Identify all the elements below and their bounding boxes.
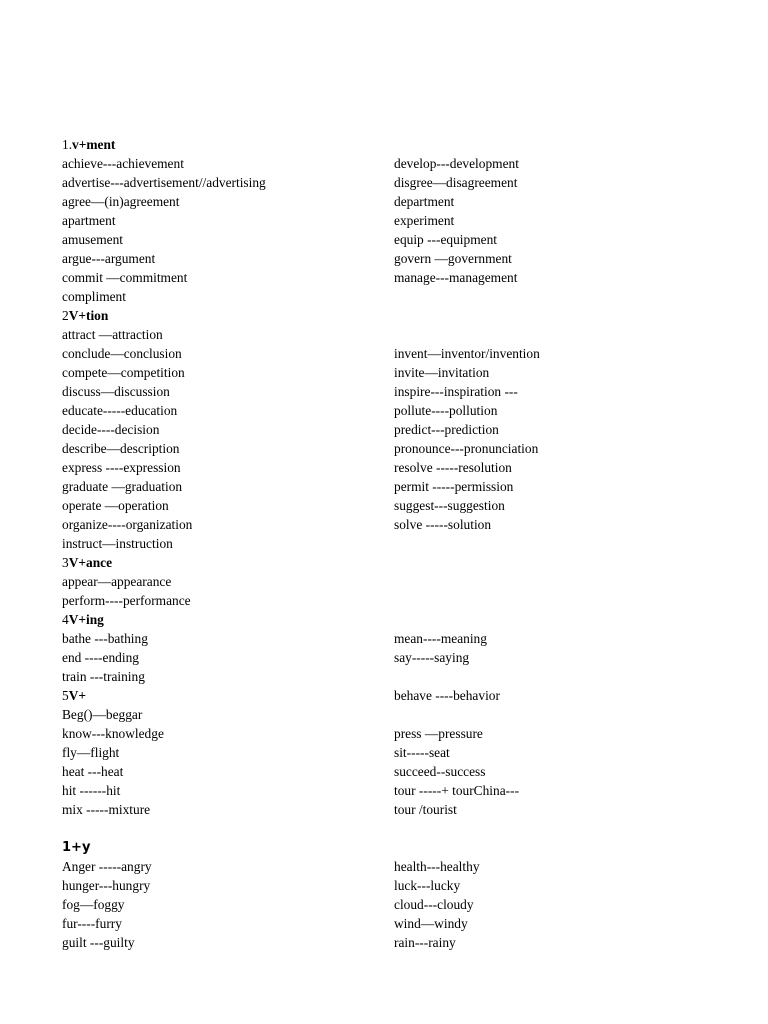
- blank-line: [394, 591, 714, 610]
- heading-pattern: v+ment: [72, 137, 116, 152]
- word-entry: cloud---cloudy: [394, 897, 474, 912]
- heading-pattern: V+: [68, 688, 87, 703]
- word-entry: fog—foggy: [62, 897, 125, 912]
- word-entry: know---knowledge: [62, 726, 164, 741]
- section-heading: [62, 819, 392, 838]
- word-entry: mix -----mixture: [62, 802, 151, 817]
- word-entry: say-----saying: [394, 650, 470, 665]
- word-entry: sit-----seat: [394, 745, 450, 760]
- word-entry: educate-----education: [62, 403, 178, 418]
- word-entry: compete—competition: [62, 365, 185, 380]
- word-entry: perform----performance: [62, 593, 191, 608]
- blank-line: [394, 135, 714, 154]
- right-column: [394, 135, 714, 952]
- heading-number: 5: [62, 688, 69, 703]
- document-title: [63, 80, 383, 102]
- word-entry: apartment: [62, 213, 116, 228]
- blank-line: [394, 705, 714, 724]
- word-entry: commit —commitment: [62, 270, 188, 285]
- blank-line: [394, 553, 714, 572]
- word-entry: equip ---equipment: [394, 232, 497, 247]
- word-entry: end ----ending: [62, 650, 139, 665]
- section-heading: [62, 553, 392, 572]
- left-column: [62, 135, 392, 952]
- word-entry: fur----furry: [62, 916, 122, 931]
- word-entry: hit ------hit: [62, 783, 121, 798]
- word-entry: organize----organization: [62, 517, 193, 532]
- word-entry: manage---management: [394, 270, 518, 285]
- word-entry: tour /tourist: [394, 802, 457, 817]
- word-entry: experiment: [394, 213, 455, 228]
- word-entry: rain---rainy: [394, 935, 456, 950]
- heading-number: 2: [62, 308, 69, 323]
- blank-line: [394, 306, 714, 325]
- blank-line: [394, 325, 714, 344]
- word-entry: Anger -----angry: [62, 859, 152, 874]
- word-entry: health---healthy: [394, 859, 480, 874]
- word-entry: predict---prediction: [394, 422, 499, 437]
- word-entry: luck---lucky: [394, 878, 461, 893]
- word-entry: develop---development: [394, 156, 519, 171]
- blank-line: [394, 287, 714, 306]
- word-entry: tour -----+ tourChina---: [394, 783, 520, 798]
- word-entry: advertise---advertisement//advertising: [62, 175, 266, 190]
- word-entry: discuss—discussion: [62, 384, 170, 399]
- word-entry: express ----expression: [62, 460, 181, 475]
- heading-number: 4: [62, 612, 69, 627]
- word-entry: hunger---hungry: [62, 878, 151, 893]
- word-entry: agree—(in)agreement: [62, 194, 180, 209]
- word-entry: permit -----permission: [394, 479, 514, 494]
- section-heading: [62, 135, 392, 154]
- word-entry: graduate —graduation: [62, 479, 183, 494]
- word-entry: invite—invitation: [394, 365, 490, 380]
- word-entry: press —pressure: [394, 726, 483, 741]
- word-entry: heat ---heat: [62, 764, 124, 779]
- word-entry: pronounce---pronunciation: [394, 441, 539, 456]
- blank-line: [394, 819, 714, 838]
- heading-pattern: V+ing: [68, 612, 104, 627]
- heading-number: 3: [62, 555, 69, 570]
- word-entry: solve -----solution: [394, 517, 492, 532]
- word-entry: operate —operation: [62, 498, 169, 513]
- word-entry: mean----meaning: [394, 631, 487, 646]
- word-entry: bathe ---bathing: [62, 631, 148, 646]
- word-entry: invent—inventor/invention: [394, 346, 540, 361]
- word-entry: resolve -----resolution: [394, 460, 512, 475]
- blank-line: [394, 838, 714, 857]
- heading-pattern: V+tion: [68, 308, 109, 323]
- blank-line: [394, 534, 714, 553]
- blank-line: [394, 572, 714, 591]
- section-heading: [62, 686, 392, 705]
- word-entry: instruct—instruction: [62, 536, 173, 551]
- section-heading: [62, 610, 392, 629]
- heading-pattern: V+ance: [68, 555, 113, 570]
- word-entry: department: [394, 194, 455, 209]
- word-entry: appear—appearance: [62, 574, 172, 589]
- word-entry: decide----decision: [62, 422, 160, 437]
- word-entry: wind—windy: [394, 916, 468, 931]
- word-entry: pollute----pollution: [394, 403, 498, 418]
- word-entry: suggest---suggestion: [394, 498, 505, 513]
- word-entry: disgree—disagreement: [394, 175, 518, 190]
- blank-line: [394, 610, 714, 629]
- blank-line: [394, 667, 714, 686]
- heading-number: 1.: [62, 137, 73, 152]
- word-entry: train ---training: [62, 669, 145, 684]
- word-entry: argue---argument: [62, 251, 156, 266]
- word-entry: compliment: [62, 289, 126, 304]
- word-entry: Beg()—beggar: [62, 707, 143, 722]
- word-entry: attract —attraction: [62, 327, 163, 342]
- word-entry: conclude—conclusion: [62, 346, 182, 361]
- word-entry: inspire---inspiration ---: [394, 384, 518, 399]
- word-entry: amusement: [62, 232, 123, 247]
- section-heading: [62, 306, 392, 325]
- word-entry: succeed--success: [394, 764, 486, 779]
- word-entry: guilt ---guilty: [62, 935, 135, 950]
- word-entry: describe—description: [62, 441, 180, 456]
- word-entry: govern —government: [394, 251, 512, 266]
- word-entry: fly—flight: [62, 745, 120, 760]
- sub-heading: 1+y: [62, 840, 91, 855]
- word-entry: achieve---achievement: [62, 156, 184, 171]
- word-entry: behave ----behavior: [394, 688, 500, 703]
